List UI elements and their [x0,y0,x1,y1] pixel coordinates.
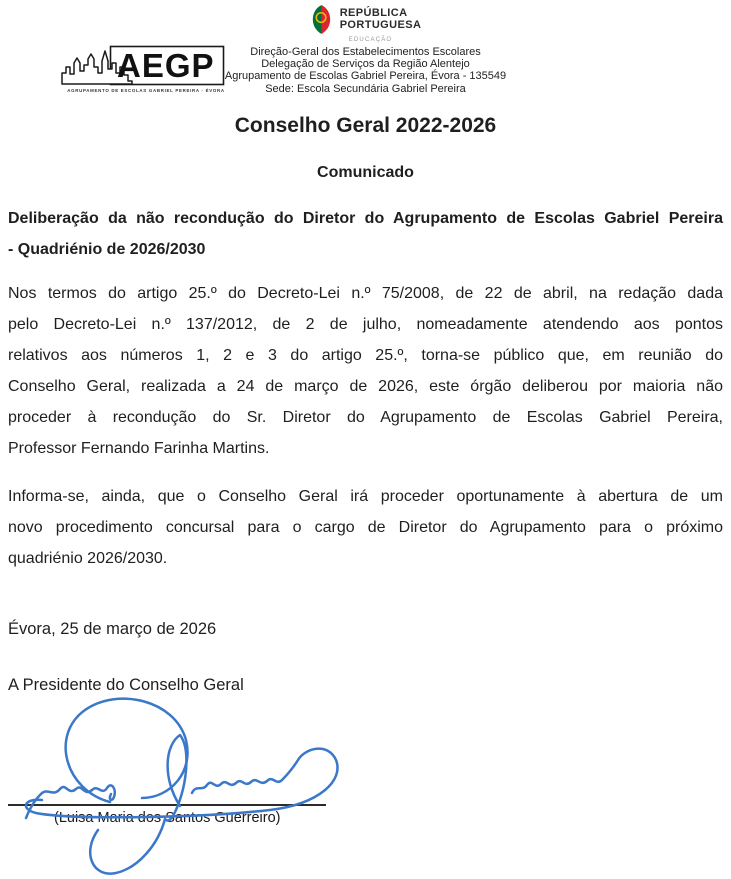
text-line: proceder à recondução do Sr. Diretor do Agrupamento de Escolas Gabriel Pereira, [8,409,723,426]
page-title: Conselho Geral 2022-2026 [234,114,497,137]
text-line: Deliberação da não recondução do Diretor do Agrupamento de Escolas Gabriel Pereira [8,210,723,227]
gov-name [340,8,422,31]
gov-name-line2: PORTUGUESA [339,18,422,31]
text-line: pelo Decreto-Lei n.º 137/2012, de 2 de julho, nomeadamente atendendo aos pontos [8,316,723,333]
signer-role-line: A Presidente do Conselho Geral [8,676,244,694]
signature-line [8,804,326,806]
signer-name-line: (Luisa Maria dos Santos Guerreiro) [54,810,281,826]
body-paragraph-1 [8,278,723,464]
aegp-acronym-text: AEGP [117,47,215,84]
aegp-school-logo [60,43,232,106]
aegp-strip-text: AGRUPAMENTO DE ESCOLAS GABRIEL PEREIRA - ÉVORA [67,88,225,93]
aegp-logo-icon [60,43,232,101]
org-line: Direção-Geral dos Estabelecimentos Escolares [250,46,481,58]
page-subtitle: Comunicado [317,164,414,181]
text-line: Informa-se, ainda, que o Conselho Geral irá proceder oportunamente à abertura de um [8,488,723,505]
text-line: Professor Fernando Farinha Martins. [8,440,270,457]
gov-name-line1: REPÚBLICA [339,7,408,19]
text-line: Conselho Geral, realizada a 24 de março de 2026, este órgão deliberou por maioria não [8,378,723,395]
republica-portuguesa-logo [310,4,422,35]
handwritten-signature [10,690,350,878]
text-line: quadriénio 2026/2030. [8,550,168,567]
text-line: - Quadriénio de 2026/2030 [8,241,206,258]
org-line: Agrupamento de Escolas Gabriel Pereira, Évora - 135549 [224,70,507,83]
text-line: Nos termos do artigo 25.º do Decreto-Lei n.º 75/2008, de 22 de abril, na redação dada [8,285,723,302]
org-line: Delegação de Serviços da Região Alentejo [261,58,470,71]
body-paragraph-2 [8,481,723,574]
gov-department-label: EDUCAÇÃO [348,37,393,43]
org-line: Sede: Escola Secundária Gabriel Pereira [265,82,466,95]
place-date-line: Évora, 25 de março de 2026 [8,620,217,638]
organization-lines [225,46,506,95]
text-line: relativos aos números 1, 2 e 3 do artigo 25.º, torna-se público que, em reunião do [8,347,723,364]
text-line: novo procedimento concursal para o cargo de Diretor do Agrupamento para o próximo [8,519,723,536]
portugal-flag-icon [310,4,333,35]
deliberation-heading [8,203,723,265]
